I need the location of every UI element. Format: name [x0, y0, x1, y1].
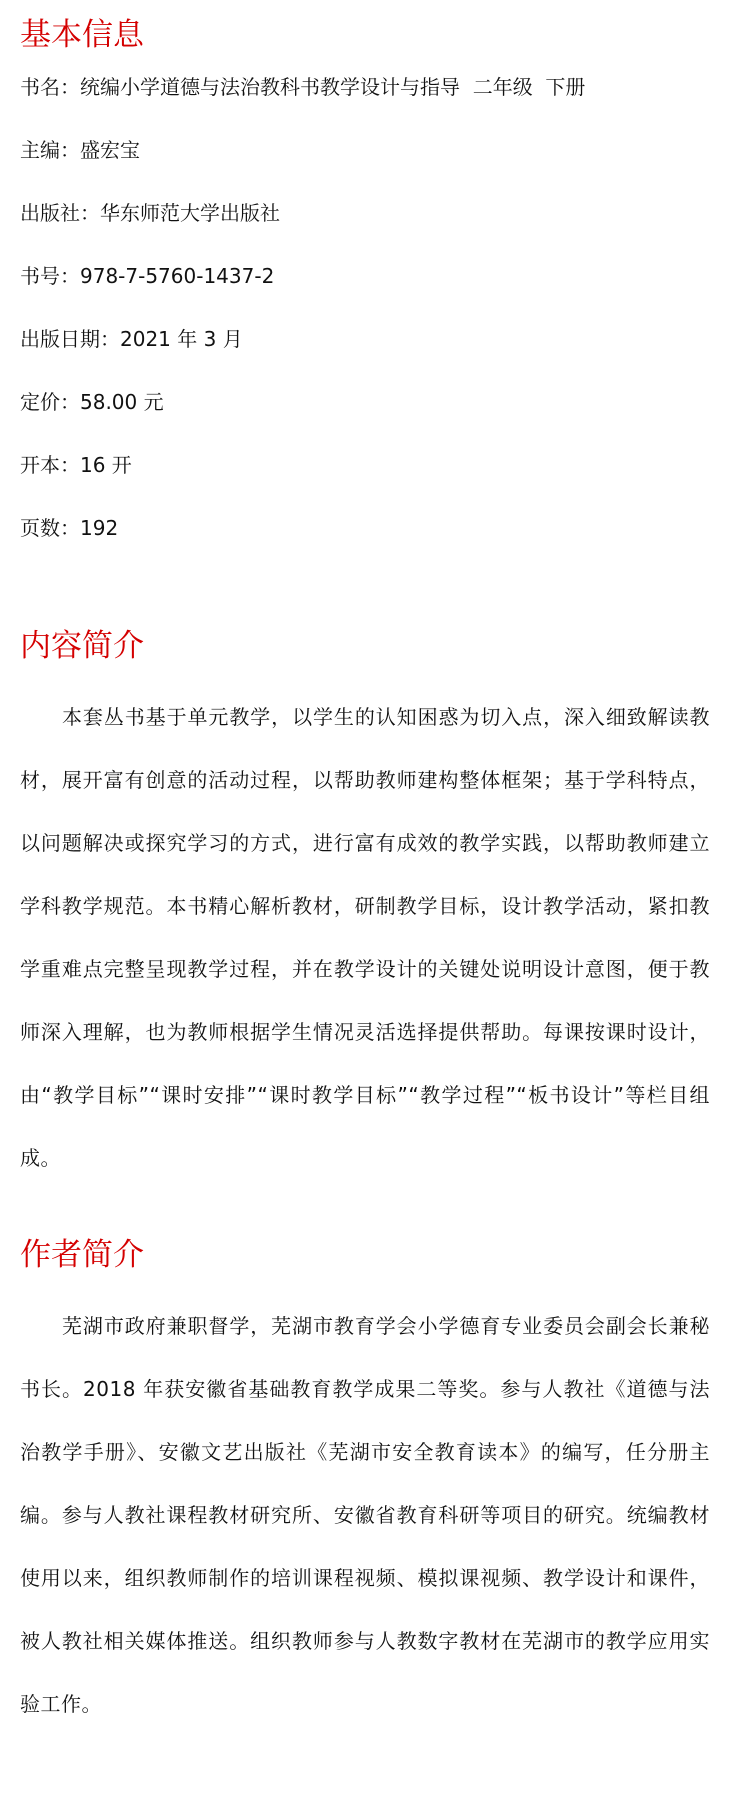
info-line-editor — [20, 140, 710, 203]
info-value: 192 — [80, 516, 119, 540]
basic-info-list — [20, 77, 710, 581]
info-line-isbn — [20, 266, 710, 329]
info-value: 16 开 — [80, 453, 132, 477]
section-title-content-intro: 内容简介 — [20, 628, 144, 664]
info-value: 统编小学道德与法治教科书教学设计与指导 二年级 下册 — [80, 75, 586, 99]
info-line-format — [20, 455, 710, 518]
section-title-basic-info: 基本信息 — [20, 17, 144, 53]
info-key: 书名： — [20, 75, 80, 99]
content-intro-paragraph: 本套丛书基于单元教学，以学生的认知困惑为切入点，深入细致解读教材，展开富有创意的活动过程，以帮助教师建构整体框架；基于学科特点，以问题解决或探究学习的方式，进行富有成效的教学实践，以帮助教师建立学科教学规范。本书精心解析教材，研制教学目标，设计教学活动，紧扣教学重难点完整呈现教学过程，并在教学设计的关键处说明设计意图，便于教师深入理解，也为教师根据学生情况灵活选择提供帮助。每课按课时设计，由“教学目标”“课时安排”“课时教学目标”“教学过程”“板书设计”等栏目组成。 — [20, 705, 710, 1170]
info-key: 开本： — [20, 453, 80, 477]
info-key: 出版社： — [20, 201, 100, 225]
info-value: 华东师范大学出版社 — [100, 201, 280, 225]
info-line-pages — [20, 518, 710, 581]
info-line-publish-date — [20, 329, 710, 392]
info-value: 2021 年 3 月 — [120, 327, 243, 351]
info-line-publisher — [20, 203, 710, 266]
info-key: 页数： — [20, 516, 80, 540]
info-key: 出版日期： — [20, 327, 120, 351]
section-title-author-intro: 作者简介 — [20, 1237, 144, 1273]
info-line-book-title — [20, 77, 710, 140]
info-key: 主编： — [20, 138, 80, 162]
info-value: 58.00 元 — [80, 390, 164, 414]
info-line-price — [20, 392, 710, 455]
info-key: 定价： — [20, 390, 80, 414]
info-value: 978-7-5760-1437-2 — [80, 264, 275, 288]
info-key: 书号： — [20, 264, 80, 288]
info-value: 盛宏宝 — [80, 138, 140, 162]
author-intro-paragraph: 芜湖市政府兼职督学，芜湖市教育学会小学德育专业委员会副会长兼秘书长。2018 年获安徽省基础教育教学成果二等奖。参与人教社《道德与法治教学手册》、安徽文艺出版社《芜湖市安全教育读本》的编写，任分册主编。参与人教社课程教材研究所、安徽省教育科研等项目的研究。统编教材使用以来，组织教师制作的培训课程视频、模拟课视频、教学设计和课件，被人教社相关媒体推送。组织教师参与人教数字教材在芜湖市的教学应用实验工作。 — [20, 1314, 710, 1716]
